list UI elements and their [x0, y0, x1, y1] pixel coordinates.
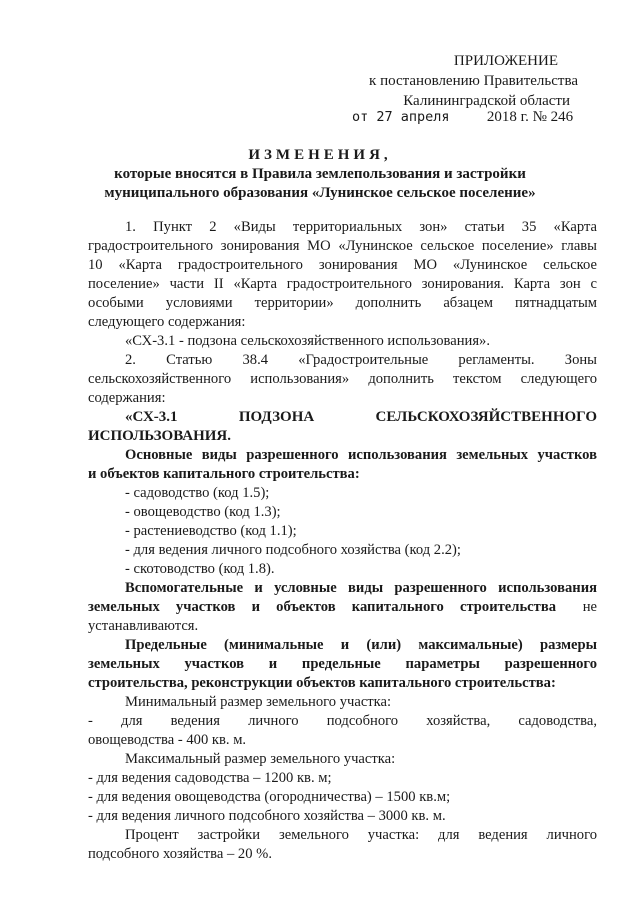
appendix-label: ПРИЛОЖЕНИЕ	[453, 53, 558, 69]
item1-line-2: градостроительного зонирования МО «Лунинское сельское поселение» главы	[88, 238, 597, 254]
aux-uses-line-3: устанавливаются.	[88, 618, 199, 634]
item2-line-3: содержания:	[88, 390, 166, 406]
document-subtitle-1: которые вносятся в Правила землепользования и застройки	[114, 166, 526, 182]
limits-heading-2: земельных участков и предельные параметры разрешенного	[88, 656, 597, 672]
item1-line-1: 1. Пункт 2 «Виды территориальных зон» статьи 35 «Карта	[125, 219, 597, 235]
decree-date-prefix: от 27 апреля	[352, 109, 450, 125]
aux-uses-line-2-bold: земельных участков и объектов капитального строительства	[88, 599, 556, 615]
item1-line-6: следующего содержания:	[88, 314, 246, 330]
max-size-item: - для ведения садоводства – 1200 кв. м;	[88, 770, 332, 786]
zone-heading-line-2: ИСПОЛЬЗОВАНИЯ.	[88, 428, 232, 444]
decree-year-number: 2018 г. № 246	[486, 109, 574, 125]
min-size-line-1: - для ведения личного подсобного хозяйства, садоводства,	[88, 713, 597, 729]
zone-heading-line-1: «СХ-3.1 ПОДЗОНА СЕЛЬСКОХОЗЯЙСТВЕННОГО	[125, 409, 597, 425]
use-item: - овощеводство (код 1.3);	[125, 504, 281, 520]
min-size-line-2: овощеводства - 400 кв. м.	[88, 732, 247, 748]
max-size-title: Максимальный размер земельного участка:	[125, 751, 396, 767]
max-size-item: - для ведения личного подсобного хозяйства – 3000 кв. м.	[88, 808, 446, 824]
min-size-title: Минимальный размер земельного участка:	[125, 694, 392, 710]
build-percent-line-1: Процент застройки земельного участка: для ведения личного	[125, 827, 597, 843]
region-label: Калининградской области	[403, 93, 570, 109]
item2-line-1: 2. Статью 38.4 «Градостроительные регламенты. Зоны	[125, 352, 597, 368]
item1-line-5: особыми условиями территории» дополнить абзацем пятнадцатым	[88, 295, 597, 311]
decree-date	[352, 108, 573, 126]
item1-line-3: 10 «Карта градостроительного зонирования МО «Лунинское сельское	[88, 257, 597, 273]
document-title: ИЗМЕНЕНИЯ,	[248, 147, 392, 163]
item1-line-4: поселение» части II «Карта градостроительного зонирования. Карта зон с	[88, 276, 597, 292]
max-size-item: - для ведения овощеводства (огородничества) – 1500 кв.м;	[88, 789, 451, 805]
item2-line-2: сельскохозяйственного использования» дополнить текстом следующего	[88, 371, 597, 387]
use-item: - скотоводство (код 1.8).	[125, 561, 275, 577]
use-item: - для ведения личного подсобного хозяйства (код 2.2);	[125, 542, 461, 558]
aux-uses-line-2-rest: не	[582, 599, 597, 615]
limits-heading-3: строительства, реконструкции объектов капитального строительства:	[88, 675, 556, 691]
limits-heading-1: Предельные (минимальные и (или) максимальные) размеры	[125, 637, 597, 653]
main-uses-heading-1: Основные виды разрешенного использования земельных участков	[125, 447, 597, 463]
aux-uses-line-1: Вспомогательные и условные виды разрешенного использования	[125, 580, 597, 596]
use-item: - садоводство (код 1.5);	[125, 485, 270, 501]
aux-uses-line-2	[88, 598, 597, 616]
item1-quote: «СХ-3.1 - подзона сельскохозяйственного использования».	[125, 333, 490, 349]
build-percent-line-2: подсобного хозяйства – 20 %.	[88, 846, 272, 862]
decree-label: к постановлению Правительства	[369, 73, 578, 89]
main-uses-heading-2: и объектов капитального строительства:	[88, 466, 360, 482]
document-subtitle-2: муниципального образования «Лунинское сельское поселение»	[104, 185, 536, 201]
use-item: - растениеводство (код 1.1);	[125, 523, 297, 539]
